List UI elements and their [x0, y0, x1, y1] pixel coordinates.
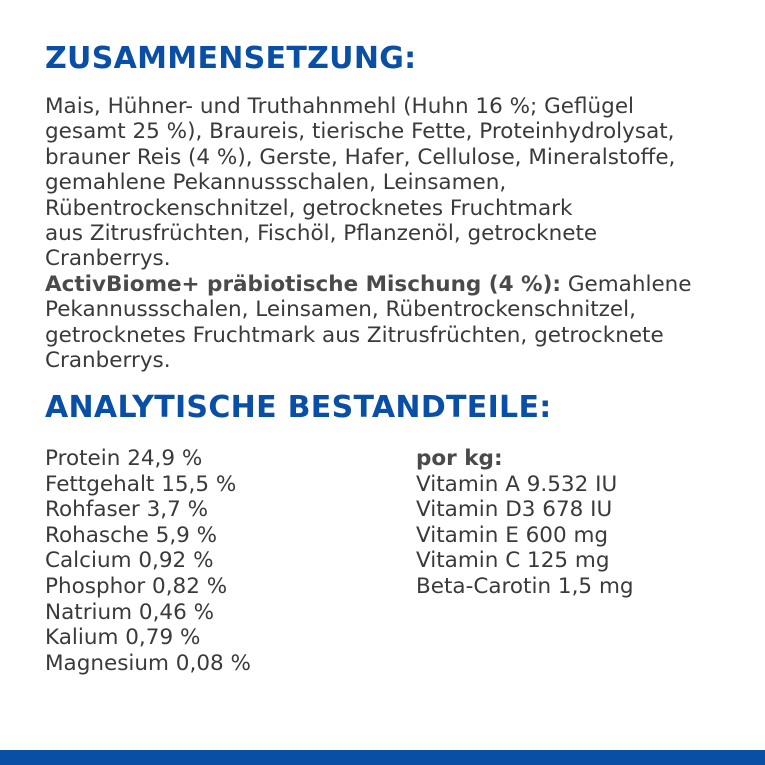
prebiotic-line: getrocknetes Fruchtmark aus Zitrusfrüchten, getrocknete [45, 322, 664, 348]
per-kg-label: por kg: [416, 446, 503, 471]
vitamin-item: Vitamin C 125 mg [416, 548, 610, 574]
constituent-item: Magnesium 0,08 % [45, 650, 251, 676]
composition-heading: ZUSAMMENSETZUNG: [45, 41, 417, 76]
prebiotic-line [45, 272, 745, 297]
constituents-list [45, 446, 251, 676]
composition-line: gemahlene Pekannussschalen, Leinsamen, [45, 170, 507, 196]
composition-line: gesamt 25 %), Braureis, tierische Fette, Proteinhydrolysat, [45, 119, 675, 145]
constituent-item: Natrium 0,46 % [45, 599, 215, 625]
constituent-item: Phosphor 0,82 % [45, 573, 228, 599]
constituent-item: Calcium 0,92 % [45, 548, 214, 574]
prebiotic-label: ActivBiome+ präbiotische Mischung (4 %): [45, 271, 561, 297]
constituent-item: Fettgehalt 15,5 % [45, 471, 237, 497]
prebiotic-first-text: Gemahlene [561, 271, 692, 297]
vitamin-item: Vitamin E 600 mg [416, 522, 609, 548]
prebiotic-line: Pekannussschalen, Leinsamen, Rübentrockenschnitzel, [45, 297, 636, 323]
prebiotic-line: Cranberrys. [45, 348, 171, 374]
analytic-heading: ANALYTISCHE BESTANDTEILE: [45, 390, 552, 425]
constituent-item: Kalium 0,79 % [45, 625, 201, 651]
constituent-item: Protein 24,9 % [45, 446, 203, 471]
vitamins-list [416, 446, 634, 600]
vitamin-item: Beta-Carotin 1,5 mg [416, 573, 634, 599]
composition-line: Mais, Hühner- und Truthahnmehl (Huhn 16 %; Geflügel [45, 94, 635, 119]
vitamin-item: Vitamin D3 678 IU [416, 497, 613, 523]
composition-line: aus Zitrusfrüchten, Fischöl, Pflanzenöl, getrocknete [45, 221, 598, 247]
composition-line: Rübentrockenschnitzel, getrocknetes Fruchtmark [45, 195, 573, 221]
bottom-accent-bar [0, 750, 765, 765]
composition-line: brauner Reis (4 %), Gerste, Hafer, Cellulose, Mineralstoffe, [45, 144, 676, 170]
composition-line: Cranberrys. [45, 246, 171, 272]
constituent-item: Rohasche 5,9 % [45, 522, 218, 548]
constituent-item: Rohfaser 3,7 % [45, 497, 209, 523]
vitamin-item: Vitamin A 9.532 IU [416, 471, 618, 497]
composition-text [45, 94, 745, 373]
